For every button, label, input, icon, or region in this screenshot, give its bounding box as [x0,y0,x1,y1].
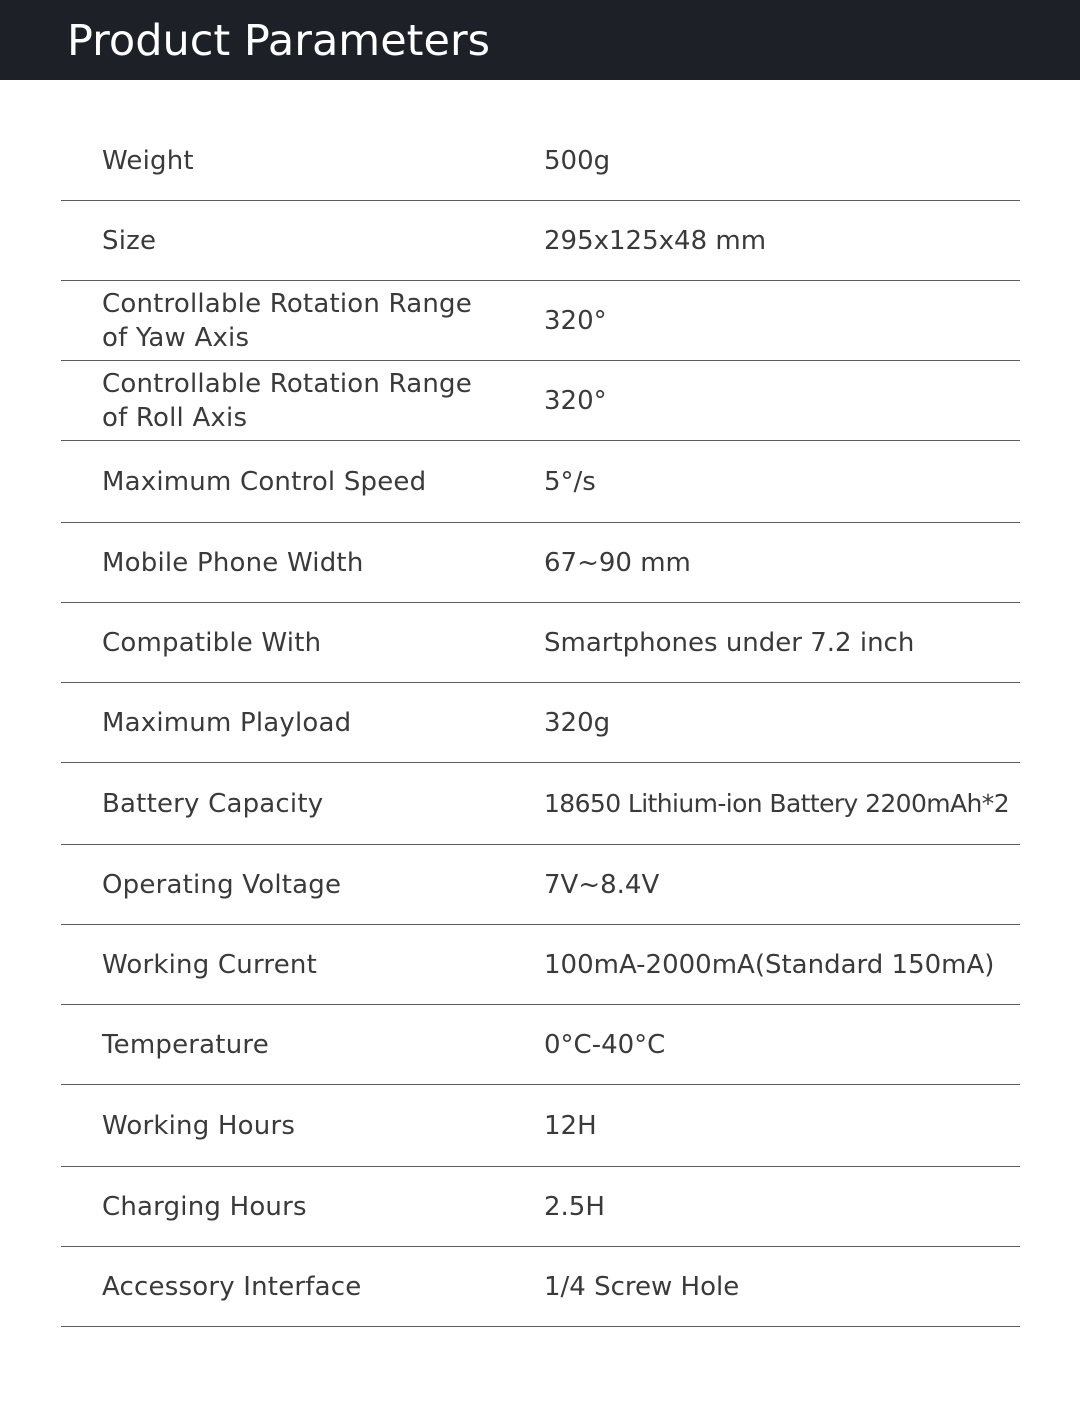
spec-row-temperature [61,1005,1020,1085]
page-title: Product Parameters [67,16,491,66]
spec-row-accessory [61,1247,1020,1327]
spec-value: 2.5H [544,1191,605,1222]
spec-label: Temperature [102,1029,269,1060]
spec-row-current [61,925,1020,1005]
spec-row-working-hours [61,1085,1020,1167]
spec-row-size [61,201,1020,281]
spec-row-payload [61,683,1020,763]
spec-label: Charging Hours [102,1191,307,1222]
spec-label: Compatible With [102,627,322,658]
spec-table [61,121,1020,1327]
spec-label: Weight [102,145,194,176]
spec-value: 12H [544,1110,597,1141]
spec-label: Maximum Control Speed [102,466,427,497]
spec-value: 320° [544,385,607,416]
spec-label: Mobile Phone Width [102,547,364,578]
spec-label: Accessory Interface [102,1271,362,1302]
spec-row-battery [61,763,1020,845]
spec-row-max-speed [61,441,1020,523]
spec-value: 100mA-2000mA(Standard 150mA) [544,949,995,980]
page-header [0,0,1080,80]
spec-row-phone-width [61,523,1020,603]
spec-row-voltage [61,845,1020,925]
spec-value: 5°/s [544,466,596,497]
spec-row-yaw-range [61,281,1020,361]
spec-label: Controllable Rotation Range of Yaw Axis [102,288,472,353]
spec-label: Size [102,225,157,256]
spec-value: 500g [544,145,611,176]
spec-row-compatible [61,603,1020,683]
spec-label: Battery Capacity [102,788,324,819]
spec-label: Maximum Playload [102,707,352,738]
spec-row-roll-range [61,361,1020,441]
spec-value: 320g [544,707,611,738]
spec-value: Smartphones under 7.2 inch [544,627,915,658]
spec-label: Working Current [102,949,317,980]
spec-label: Operating Voltage [102,869,342,900]
spec-label: Controllable Rotation Range of Roll Axis [102,368,472,433]
spec-value: 7V~8.4V [544,869,660,900]
spec-value: 295x125x48 mm [544,225,767,256]
spec-value: 1/4 Screw Hole [544,1271,740,1302]
spec-row-charging-hours [61,1167,1020,1247]
spec-value: 320° [544,305,607,336]
spec-value: 0°C-40°C [544,1029,666,1060]
spec-row-weight [61,121,1020,201]
spec-label: Working Hours [102,1110,296,1141]
spec-value: 18650 Lithium-ion Battery 2200mAh*2 [544,788,1009,818]
spec-value: 67~90 mm [544,547,691,578]
